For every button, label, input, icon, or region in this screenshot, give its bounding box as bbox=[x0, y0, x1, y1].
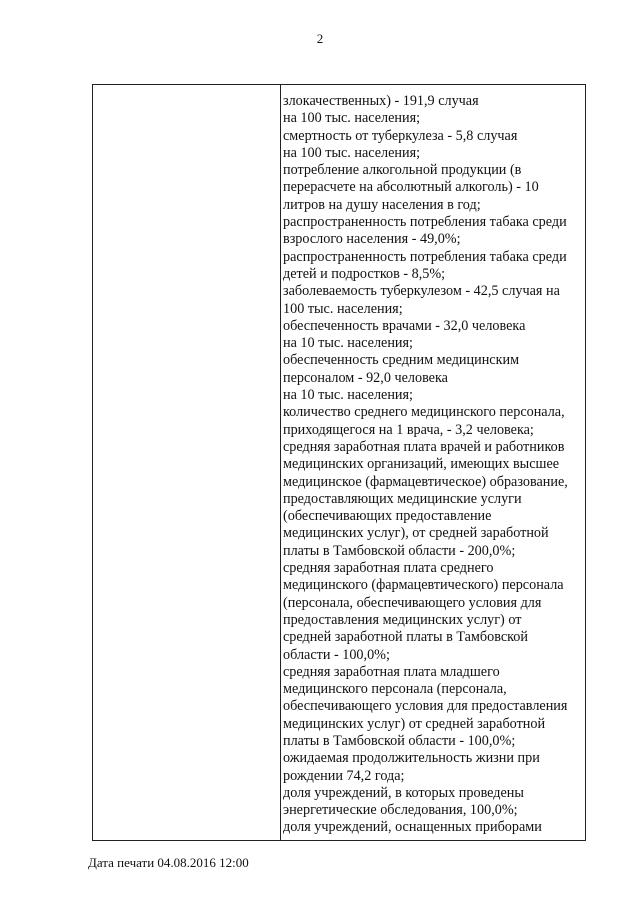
text-line: заболеваемость туберкулезом - 42,5 случая на bbox=[283, 283, 560, 300]
content-table bbox=[92, 84, 586, 841]
text-line: на 100 тыс. населения; bbox=[283, 110, 421, 127]
text-line: предоставления медицинских услуг) от bbox=[283, 611, 522, 628]
column-divider bbox=[280, 85, 281, 840]
text-line: медицинское (фармацевтическое) образование, bbox=[283, 473, 568, 490]
text-line: медицинских организаций, имеющих высшее bbox=[283, 456, 560, 473]
text-line: смертность от туберкулеза - 5,8 случая bbox=[283, 127, 518, 144]
text-line: злокачественных) - 191,9 случая bbox=[283, 93, 479, 109]
text-line: потребление алкогольной продукции (в bbox=[283, 162, 522, 179]
text-line: платы в Тамбовской области - 100,0%; bbox=[283, 732, 516, 749]
text-line: доля учреждений, в которых проведены bbox=[283, 784, 524, 801]
text-line: перерасчете на абсолютный алкоголь) - 10 bbox=[283, 179, 539, 196]
text-line: 100 тыс. населения; bbox=[283, 300, 403, 317]
text-line: доля учреждений, оснащенных приборами bbox=[283, 819, 542, 836]
text-line: на 10 тыс. населения; bbox=[283, 335, 413, 352]
text-line: ожидаемая продолжительность жизни при bbox=[283, 750, 540, 767]
text-line: количество среднего медицинского персонала, bbox=[283, 404, 565, 421]
text-line: на 10 тыс. населения; bbox=[283, 387, 413, 404]
text-line: (персонала, обеспечивающего условия для bbox=[283, 594, 542, 611]
text-line: средняя заработная плата младшего bbox=[283, 663, 500, 680]
text-line: обеспеченность средним медицинским bbox=[283, 352, 520, 369]
text-line: обеспеченность врачами - 32,0 человека bbox=[283, 317, 526, 334]
text-line: медицинских услуг), от средней заработной bbox=[283, 525, 549, 542]
print-date: Дата печати 04.08.2016 12:00 bbox=[88, 855, 249, 870]
text-line: средняя заработная плата среднего bbox=[283, 560, 494, 577]
text-line: распространенность потребления табака среди bbox=[283, 248, 567, 265]
text-line: энергетические обследования, 100,0%; bbox=[283, 802, 518, 819]
text-line: приходящегося на 1 врача, - 3,2 человека; bbox=[283, 421, 534, 438]
text-line: взрослого населения - 49,0%; bbox=[283, 231, 461, 248]
text-line: (обеспечивающих предоставление bbox=[283, 508, 492, 525]
text-line: литров на душу населения в год; bbox=[283, 196, 481, 213]
text-line: области - 100,0%; bbox=[283, 646, 390, 663]
text-line: персоналом - 92,0 человека bbox=[283, 369, 448, 386]
text-line: рождении 74,2 года; bbox=[283, 767, 405, 784]
text-line: медицинских услуг) от средней заработной bbox=[283, 715, 546, 732]
indicator-text-cell bbox=[283, 93, 585, 837]
text-line: обеспечивающего условия для предоставления bbox=[283, 698, 568, 715]
text-line: средней заработной платы в Тамбовской bbox=[283, 629, 528, 646]
text-line: средняя заработная плата врачей и работников bbox=[283, 438, 565, 455]
page-number: 2 bbox=[316, 31, 324, 46]
text-line: на 100 тыс. населения; bbox=[283, 144, 421, 161]
text-line: предоставляющих медицинские услуги bbox=[283, 490, 522, 507]
text-line: платы в Тамбовской области - 200,0%; bbox=[283, 542, 516, 559]
text-line: детей и подростков - 8,5%; bbox=[283, 265, 446, 282]
text-line: медицинского (фармацевтического) персонала bbox=[283, 577, 564, 594]
text-line: медицинского персонала (персонала, bbox=[283, 681, 507, 698]
text-line: распространенность потребления табака среди bbox=[283, 214, 567, 231]
